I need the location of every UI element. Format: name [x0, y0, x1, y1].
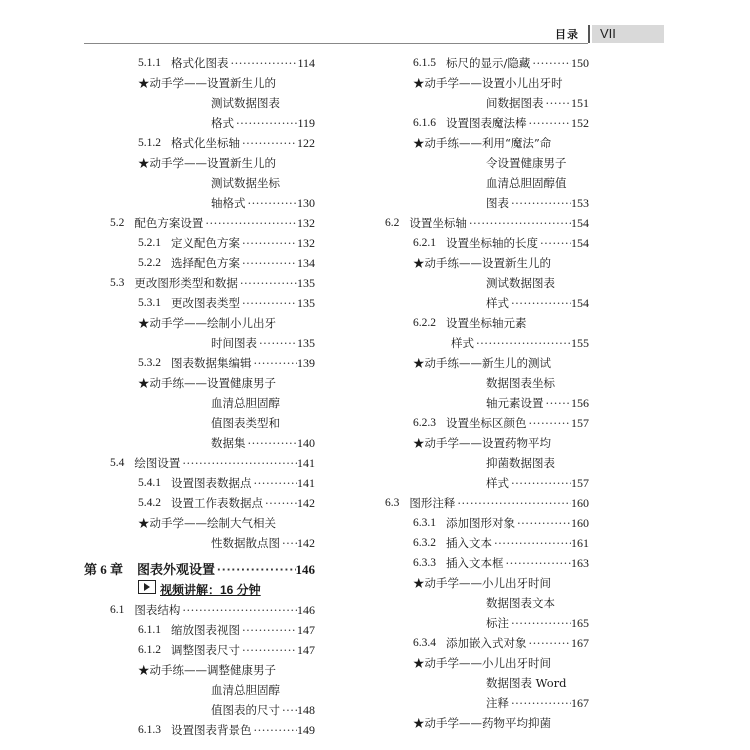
toc-entry-page: 151	[571, 96, 589, 110]
toc-entry[interactable]	[110, 453, 315, 473]
dot-leader	[238, 273, 297, 293]
toc-entry-page: 146	[295, 562, 315, 577]
toc-entry-title: 插入文本	[446, 536, 492, 550]
dot-leader	[455, 493, 571, 513]
toc-entry-number: 6.1.1	[138, 624, 161, 636]
toc-entry[interactable]	[413, 533, 589, 553]
toc-entry-page: 154	[571, 296, 589, 310]
toc-entry-title: 数据集	[211, 436, 246, 450]
toc-entry-number: 6.2.2	[413, 317, 436, 329]
toc-entry[interactable]	[138, 153, 315, 173]
toc-entry-title: 设置坐标轴元素	[446, 316, 527, 330]
toc-entry-title: 图表结构	[134, 603, 181, 617]
toc-entry[interactable]	[413, 573, 589, 593]
toc-entry[interactable]	[413, 713, 589, 733]
toc-entry-number: 6.1.6	[413, 117, 436, 129]
toc-entry[interactable]	[138, 133, 315, 153]
toc-entry-title: 配色方案设置	[134, 216, 204, 230]
toc-entry[interactable]	[486, 373, 589, 393]
toc-entry-title: 图形注释	[409, 496, 456, 510]
toc-entry[interactable]	[413, 253, 589, 273]
toc-entry-title: ★动手学——设置新生儿的	[138, 76, 276, 90]
header-divider	[588, 25, 590, 43]
toc-entry-page: 119	[297, 116, 315, 130]
dot-leader	[530, 53, 571, 73]
dot-leader	[234, 113, 297, 133]
toc-entry-page: 150	[571, 56, 589, 70]
toc-entry-page: 130	[297, 196, 315, 210]
toc-entry-title: ★动手学——设置小儿出牙时	[413, 76, 563, 90]
toc-entry-title: 添加图形对象	[446, 516, 515, 530]
toc-entry-title: 选择配色方案	[171, 256, 240, 270]
toc-entry[interactable]	[486, 593, 589, 613]
toc-entry[interactable]	[486, 613, 589, 633]
toc-entry-number: 5.2	[110, 217, 125, 229]
toc-entry-page: 156	[571, 396, 589, 410]
toc-entry-title: ★动手练——设置健康男子	[138, 376, 276, 390]
toc-entry-title: 值图表的尺寸	[211, 703, 280, 717]
toc-entry-title: 注释	[486, 696, 509, 710]
toc-entry-page: 122	[297, 136, 315, 150]
toc-entry-number: 第 6 章	[84, 562, 124, 577]
toc-entry-title: 血清总胆固醇值	[486, 176, 567, 190]
dot-leader	[180, 600, 297, 620]
toc-entry-title: 添加嵌入式对象	[446, 636, 527, 650]
dot-leader	[538, 233, 571, 253]
toc-entry-title: 更改图形类型和数据	[134, 276, 238, 290]
toc-entry-title: 性数据散点图	[211, 536, 280, 550]
toc-entry[interactable]	[138, 353, 315, 373]
toc-entry-number: 6.3.4	[413, 637, 436, 649]
toc-entry-title: 设置坐标区颜色	[446, 416, 527, 430]
toc-entry-title: 设置图表背景色	[171, 723, 252, 737]
toc-entry[interactable]	[413, 133, 589, 153]
toc-entry-title: ★动手练——调整健康男子	[138, 663, 276, 677]
running-header-title: 目录	[555, 28, 579, 41]
toc-entry-number: 6.3	[385, 497, 400, 509]
toc-entry-title: 血清总胆固醇	[211, 396, 280, 410]
toc-entry-title: 定义配色方案	[171, 236, 240, 250]
dot-leader	[252, 720, 298, 740]
toc-entry-title: 血清总胆固醇	[211, 683, 280, 697]
toc-entry-title: 数据图表 Word	[486, 676, 567, 690]
dot-leader	[252, 473, 298, 493]
toc-entry-title: 数据图表坐标	[486, 376, 555, 390]
toc-entry[interactable]	[138, 313, 315, 333]
dot-leader	[257, 333, 297, 353]
toc-entry-title: 格式	[211, 116, 234, 130]
toc-entry[interactable]	[486, 393, 589, 413]
toc-entry-title: 间数据图表	[486, 96, 544, 110]
toc-entry[interactable]	[486, 693, 589, 713]
toc-entry-page: 132	[297, 236, 315, 250]
toc-entry-page: 160	[571, 516, 589, 530]
toc-entry[interactable]	[451, 333, 589, 353]
toc-entry-title: ★动手学——设置新生儿的	[138, 156, 276, 170]
toc-entry[interactable]	[413, 433, 589, 453]
toc-entry-page: 157	[571, 476, 589, 490]
toc-entry[interactable]	[110, 213, 315, 233]
toc-entry[interactable]	[211, 433, 315, 453]
toc-entry-title: 缩放图表视图	[171, 623, 240, 637]
toc-entry[interactable]	[138, 473, 315, 493]
toc-entry[interactable]	[413, 513, 589, 533]
toc-entry-title: ★动手学——小儿出牙时间	[413, 656, 551, 670]
toc-entry-number: 6.2.1	[413, 237, 436, 249]
toc-entry[interactable]	[486, 673, 589, 693]
toc-entry-page: 140	[297, 436, 315, 450]
toc-entry-title: ★动手学——绘制大气相关	[138, 516, 276, 530]
toc-entry-title: ★动手练——利用“魔法”命	[413, 136, 552, 150]
toc-entry-title: 设置坐标轴	[409, 216, 467, 230]
toc-entry-number: 6.3.2	[413, 537, 436, 549]
toc-entry-number: 6.2.3	[413, 417, 436, 429]
toc-entry[interactable]	[138, 53, 315, 73]
header-rule	[84, 43, 588, 44]
toc-entry-number: 5.2.1	[138, 237, 161, 249]
toc-entry-title: 样式	[486, 476, 509, 490]
toc-entry-title: 设置坐标轴的长度	[446, 236, 538, 250]
toc-entry[interactable]	[138, 720, 315, 740]
toc-entry-title: 样式	[451, 336, 474, 350]
dot-leader	[203, 213, 297, 233]
toc-entry[interactable]	[110, 600, 315, 620]
toc-entry[interactable]	[211, 680, 315, 700]
toc-entry-number: 6.3.1	[413, 517, 436, 529]
running-header-page-number: VII	[592, 25, 664, 43]
toc-entry[interactable]	[138, 580, 315, 600]
toc-entry[interactable]	[138, 253, 315, 273]
toc-entry[interactable]	[138, 493, 315, 513]
toc-entry-number: 5.4.2	[138, 497, 161, 509]
dot-leader	[515, 513, 571, 533]
toc-entry[interactable]	[413, 53, 589, 73]
toc-entry[interactable]	[138, 513, 315, 533]
toc-entry[interactable]	[138, 233, 315, 253]
toc-entry-number: 5.3	[110, 277, 125, 289]
dot-leader	[544, 393, 572, 413]
dot-leader	[474, 333, 571, 353]
toc-entry[interactable]	[138, 620, 315, 640]
toc-entry-page: 134	[297, 256, 315, 270]
toc-entry-title: 令设置健康男子	[486, 156, 567, 170]
toc-entry-page: 114	[297, 56, 315, 70]
toc-entry-title: 图表外观设置	[137, 562, 216, 577]
toc-entry[interactable]	[486, 173, 589, 193]
toc-entry-page: 163	[571, 556, 589, 570]
dot-leader	[280, 533, 297, 553]
dot-leader	[252, 353, 298, 373]
toc-entry-title: 视频讲解：16 分钟	[160, 583, 261, 597]
toc-entry[interactable]	[486, 93, 589, 113]
toc-entry-page: 142	[297, 496, 315, 510]
toc-entry-number: 5.3.1	[138, 297, 161, 309]
toc-entry-title: 图表	[486, 196, 509, 210]
toc-entry[interactable]	[110, 273, 315, 293]
dot-leader	[504, 553, 572, 573]
toc-entry[interactable]	[486, 193, 589, 213]
toc-entry-page: 155	[571, 336, 589, 350]
toc-entry[interactable]	[486, 153, 589, 173]
toc-entry-title: 格式化图表	[171, 56, 229, 70]
toc-entry[interactable]	[211, 113, 315, 133]
toc-entry-page: 152	[571, 116, 589, 130]
toc-entry-title: 插入文本框	[446, 556, 504, 570]
toc-entry-number: 6.1.2	[138, 644, 161, 656]
dot-leader	[229, 53, 298, 73]
toc-entry-page: 154	[571, 236, 589, 250]
dot-leader	[509, 473, 571, 493]
dot-leader	[280, 700, 297, 720]
toc-entry-page: 167	[571, 636, 589, 650]
toc-entry-page: 135	[297, 276, 315, 290]
toc-entry-page: 154	[571, 216, 589, 230]
toc-entry[interactable]	[413, 553, 589, 573]
dot-leader	[467, 213, 571, 233]
dot-leader	[240, 293, 297, 313]
dot-leader	[240, 620, 297, 640]
toc-entry-title: 绘图设置	[134, 456, 181, 470]
toc-entry-number: 6.1.5	[413, 57, 436, 69]
toc-entry-page: 157	[571, 416, 589, 430]
toc-entry[interactable]	[211, 533, 315, 553]
dot-leader	[509, 193, 571, 213]
toc-entry-title: 测试数据坐标	[211, 176, 280, 190]
toc-entry[interactable]	[413, 113, 589, 133]
toc-entry-title: 标尺的显示/隐藏	[446, 56, 531, 70]
toc-entry-page: 141	[297, 476, 315, 490]
dot-leader	[240, 253, 297, 273]
toc-entry-number: 6.2	[385, 217, 400, 229]
dot-leader	[509, 693, 571, 713]
toc-entry-page: 139	[297, 356, 315, 370]
toc-entry-page: 135	[297, 296, 315, 310]
dot-leader	[509, 293, 571, 313]
toc-entry-title: 测试数据图表	[211, 96, 280, 110]
toc-entry-title: ★动手学——药物平均抑菌	[413, 716, 551, 730]
dot-leader	[240, 133, 297, 153]
toc-entry[interactable]	[413, 313, 589, 333]
toc-entry[interactable]	[211, 93, 315, 113]
toc-entry[interactable]	[211, 413, 315, 433]
toc-entry-title: 数据图表文本	[486, 596, 555, 610]
toc-entry[interactable]	[138, 660, 315, 680]
toc-entry-title: 样式	[486, 296, 509, 310]
toc-entry-page: 161	[571, 536, 589, 550]
toc-entry[interactable]	[413, 413, 589, 433]
toc-entry[interactable]	[211, 193, 315, 213]
dot-leader	[527, 413, 572, 433]
toc-entry-page: 165	[571, 616, 589, 630]
toc-entry-page: 142	[297, 536, 315, 550]
toc-entry-page: 146	[297, 603, 315, 617]
dot-leader	[509, 613, 571, 633]
toc-entry-title: 轴元素设置	[486, 396, 544, 410]
toc-entry-title: 时间图表	[211, 336, 257, 350]
toc-entry-title: ★动手练——新生儿的测试	[413, 356, 551, 370]
toc-entry-title: 格式化坐标轴	[171, 136, 240, 150]
toc-entry[interactable]	[211, 393, 315, 413]
toc-entry-title: 调整图表尺寸	[171, 643, 240, 657]
toc-entry[interactable]	[211, 173, 315, 193]
toc-entry-number: 5.4	[110, 457, 125, 469]
toc-entry-number: 6.3.3	[413, 557, 436, 569]
toc-entry[interactable]	[413, 633, 589, 653]
toc-entry-number: 5.1.2	[138, 137, 161, 149]
toc-entry[interactable]	[138, 640, 315, 660]
toc-entry-page: 153	[571, 196, 589, 210]
dot-leader	[180, 453, 297, 473]
toc-entry[interactable]	[138, 373, 315, 393]
dot-leader	[240, 640, 297, 660]
toc-entry-number: 6.1.3	[138, 724, 161, 736]
toc-entry[interactable]	[486, 273, 589, 293]
dot-leader	[527, 633, 572, 653]
video-icon	[138, 580, 156, 594]
toc-entry-page: 149	[297, 723, 315, 737]
toc-entry[interactable]	[413, 353, 589, 373]
dot-leader	[215, 560, 295, 580]
toc-entry-page: 135	[297, 336, 315, 350]
toc-entry[interactable]	[385, 493, 589, 513]
toc-entry-page: 141	[297, 456, 315, 470]
toc-entry-page: 167	[571, 696, 589, 710]
toc-entry-page: 160	[571, 496, 589, 510]
toc-entry-page: 147	[297, 643, 315, 657]
toc-entry[interactable]	[211, 700, 315, 720]
toc-entry-page: 132	[297, 216, 315, 230]
toc-entry[interactable]	[138, 73, 315, 93]
toc-entry-title: 标注	[486, 616, 509, 630]
toc-entry-page: 148	[297, 703, 315, 717]
toc-entry-number: 5.2.2	[138, 257, 161, 269]
toc-entry-title: 轴格式	[211, 196, 246, 210]
toc-entry-title: 设置图表数据点	[171, 476, 252, 490]
toc-entry-title: ★动手学——绘制小儿出牙	[138, 316, 276, 330]
toc-entry[interactable]	[413, 653, 589, 673]
dot-leader	[544, 93, 572, 113]
toc-entry-title: ★动手练——设置新生儿的	[413, 256, 551, 270]
toc-entry-title: 更改图表类型	[171, 296, 240, 310]
toc-entry[interactable]	[211, 333, 315, 353]
toc-entry[interactable]	[138, 293, 315, 313]
dot-leader	[263, 493, 297, 513]
dot-leader	[246, 193, 298, 213]
toc-entry-title: 设置工作表数据点	[171, 496, 263, 510]
toc-entry-number: 6.1	[110, 604, 125, 616]
dot-leader	[492, 533, 571, 553]
dot-leader	[527, 113, 572, 133]
toc-entry[interactable]	[486, 293, 589, 313]
toc-entry-title: ★动手学——设置药物平均	[413, 436, 551, 450]
toc-chapter-entry[interactable]	[84, 560, 315, 580]
toc-entry[interactable]	[385, 213, 589, 233]
toc-entry-page: 147	[297, 623, 315, 637]
toc-entry-title: 图表数据集编辑	[171, 356, 252, 370]
toc-entry-title: 值图表类型和	[211, 416, 280, 430]
toc-entry-title: ★动手学——小儿出牙时间	[413, 576, 551, 590]
toc-entry[interactable]	[486, 453, 589, 473]
dot-leader	[240, 233, 297, 253]
toc-entry-title: 设置图表魔法棒	[446, 116, 527, 130]
dot-leader	[246, 433, 298, 453]
toc-entry-number: 5.1.1	[138, 57, 161, 69]
toc-entry-title: 抑菌数据图表	[486, 456, 555, 470]
toc-entry[interactable]	[413, 233, 589, 253]
toc-entry[interactable]	[486, 473, 589, 493]
toc-entry-number: 5.3.2	[138, 357, 161, 369]
toc-entry-number: 5.4.1	[138, 477, 161, 489]
toc-entry[interactable]	[413, 73, 589, 93]
toc-entry-title: 测试数据图表	[486, 276, 555, 290]
